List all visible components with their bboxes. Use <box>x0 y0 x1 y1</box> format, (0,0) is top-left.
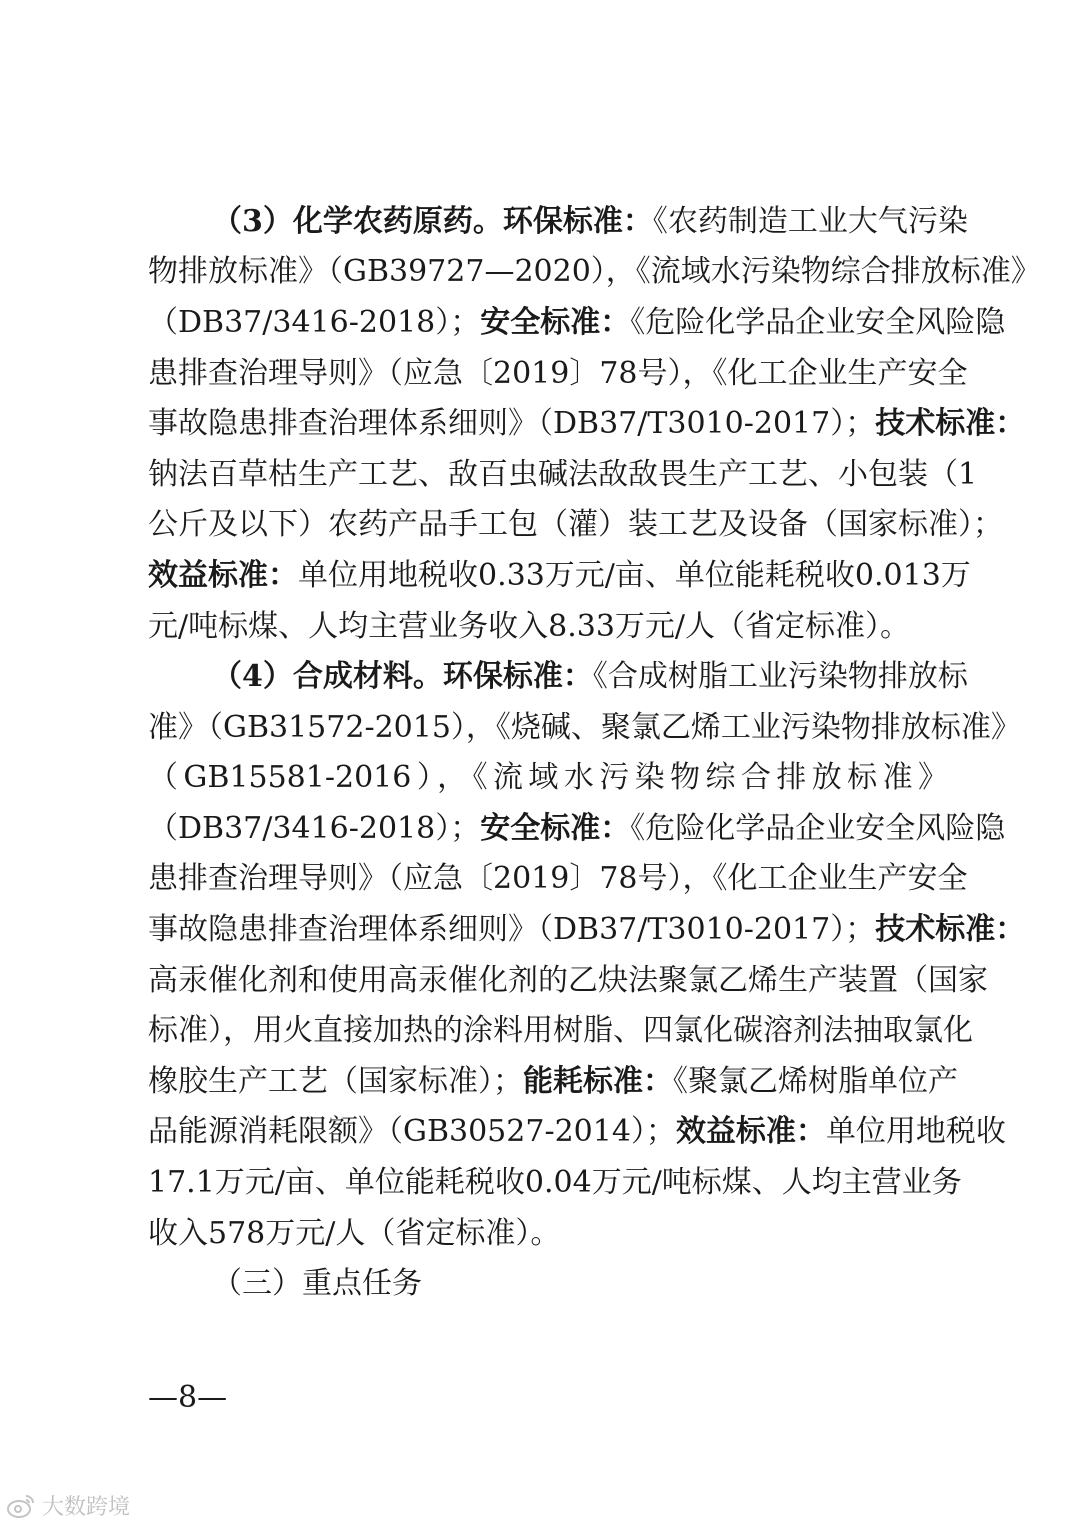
paragraph-3-line-4: 患排查治理导则》（应急〔2019〕78号），《化工企业生产安全 <box>148 356 968 391</box>
paragraph-4-line-2: 准》（GB31572-2015），《烧碱、聚氯乙烯工业污染物排放标准》 <box>148 710 1021 745</box>
paragraph-4-line-5: 患排查治理导则》（应急〔2019〕78号），《化工企业生产安全 <box>148 861 968 896</box>
paragraph-3-line-1: （3）化学农药原药。环保标准：《农药制造工业大气污染 <box>212 204 968 239</box>
page-number: —8— <box>148 1380 228 1415</box>
tech-standard-label: 技术标准： <box>875 912 1026 947</box>
paragraph-3-line-9: 元/吨标煤、人均主营业务收入8.33万元/人（省定标准）。 <box>148 609 911 644</box>
paragraph-4-line-9: 橡胶生产工艺（国家标准）；能耗标准：《聚氯乙烯树脂单位产 <box>148 1064 958 1099</box>
paragraph-3-line-7: 公斤及以下）农药产品手工包（灌）装工艺及设备（国家标准）； <box>148 507 1003 542</box>
paragraph-3-line-2: 物排放标准》（GB39727—2020），《流域水污染物综合排放标准》 <box>148 254 1041 289</box>
paragraph-4-line-1: （4）合成材料。环保标准：《合成树脂工业污染物排放标 <box>212 659 968 694</box>
safety-standard-label: 安全标准： <box>480 305 631 340</box>
section-4-heading: （4）合成材料。环保标准： <box>212 659 593 694</box>
paragraph-4-line-4: （DB37/3416-2018）；安全标准：《危险化学品企业安全风险隐 <box>148 811 1006 846</box>
paragraph-4-line-12: 收入578万元/人（省定标准）。 <box>148 1216 561 1251</box>
paragraph-3-line-6: 钠法百草枯生产工艺、敌百虫碱法敌敌畏生产工艺、小包装（1 <box>148 457 978 492</box>
watermark <box>6 1490 130 1521</box>
paragraph-4-line-11: 17.1万元/亩、单位能耗税收0.04万元/吨标煤、人均主营业务 <box>148 1165 962 1200</box>
section-heading-key-tasks: （三）重点任务 <box>212 1266 422 1301</box>
paragraph-4-line-8: 标准），用火直接加热的涂料用树脂、四氯化碳溶剂法抽取氯化 <box>148 1013 973 1048</box>
benefit-standard-label: 效益标准： <box>148 558 298 593</box>
paragraph-3-line-3: （DB37/3416-2018）；安全标准：《危险化学品企业安全风险隐 <box>148 305 1006 340</box>
benefit-standard-label: 效益标准： <box>675 1114 826 1149</box>
paragraph-4-line-3: （GB15581-2016），《流域水污染物综合排放标准》 <box>148 760 948 795</box>
paragraph-3-line-8: 效益标准：单位用地税收0.33万元/亩、单位能耗税收0.013万 <box>148 558 971 593</box>
safety-standard-label: 安全标准： <box>480 811 631 846</box>
weibo-logo-icon <box>6 1493 36 1519</box>
tech-standard-label: 技术标准： <box>875 406 1026 441</box>
watermark-text: 大数跨境 <box>42 1495 131 1520</box>
paragraph-4-line-10: 品能源消耗限额》（GB30527-2014）；效益标准：单位用地税收 <box>148 1114 1006 1149</box>
energy-standard-label: 能耗标准： <box>523 1064 673 1099</box>
paragraph-3-line-5: 事故隐患排查治理体系细则》（DB37/T3010-2017）；技术标准： <box>148 406 1026 441</box>
paragraph-4-line-6: 事故隐患排查治理体系细则》（DB37/T3010-2017）；技术标准： <box>148 912 1026 947</box>
paragraph-4-line-7: 高汞催化剂和使用高汞催化剂的乙炔法聚氯乙烯生产装置（国家 <box>148 963 988 998</box>
section-3-heading: （3）化学农药原药。环保标准： <box>212 204 653 239</box>
